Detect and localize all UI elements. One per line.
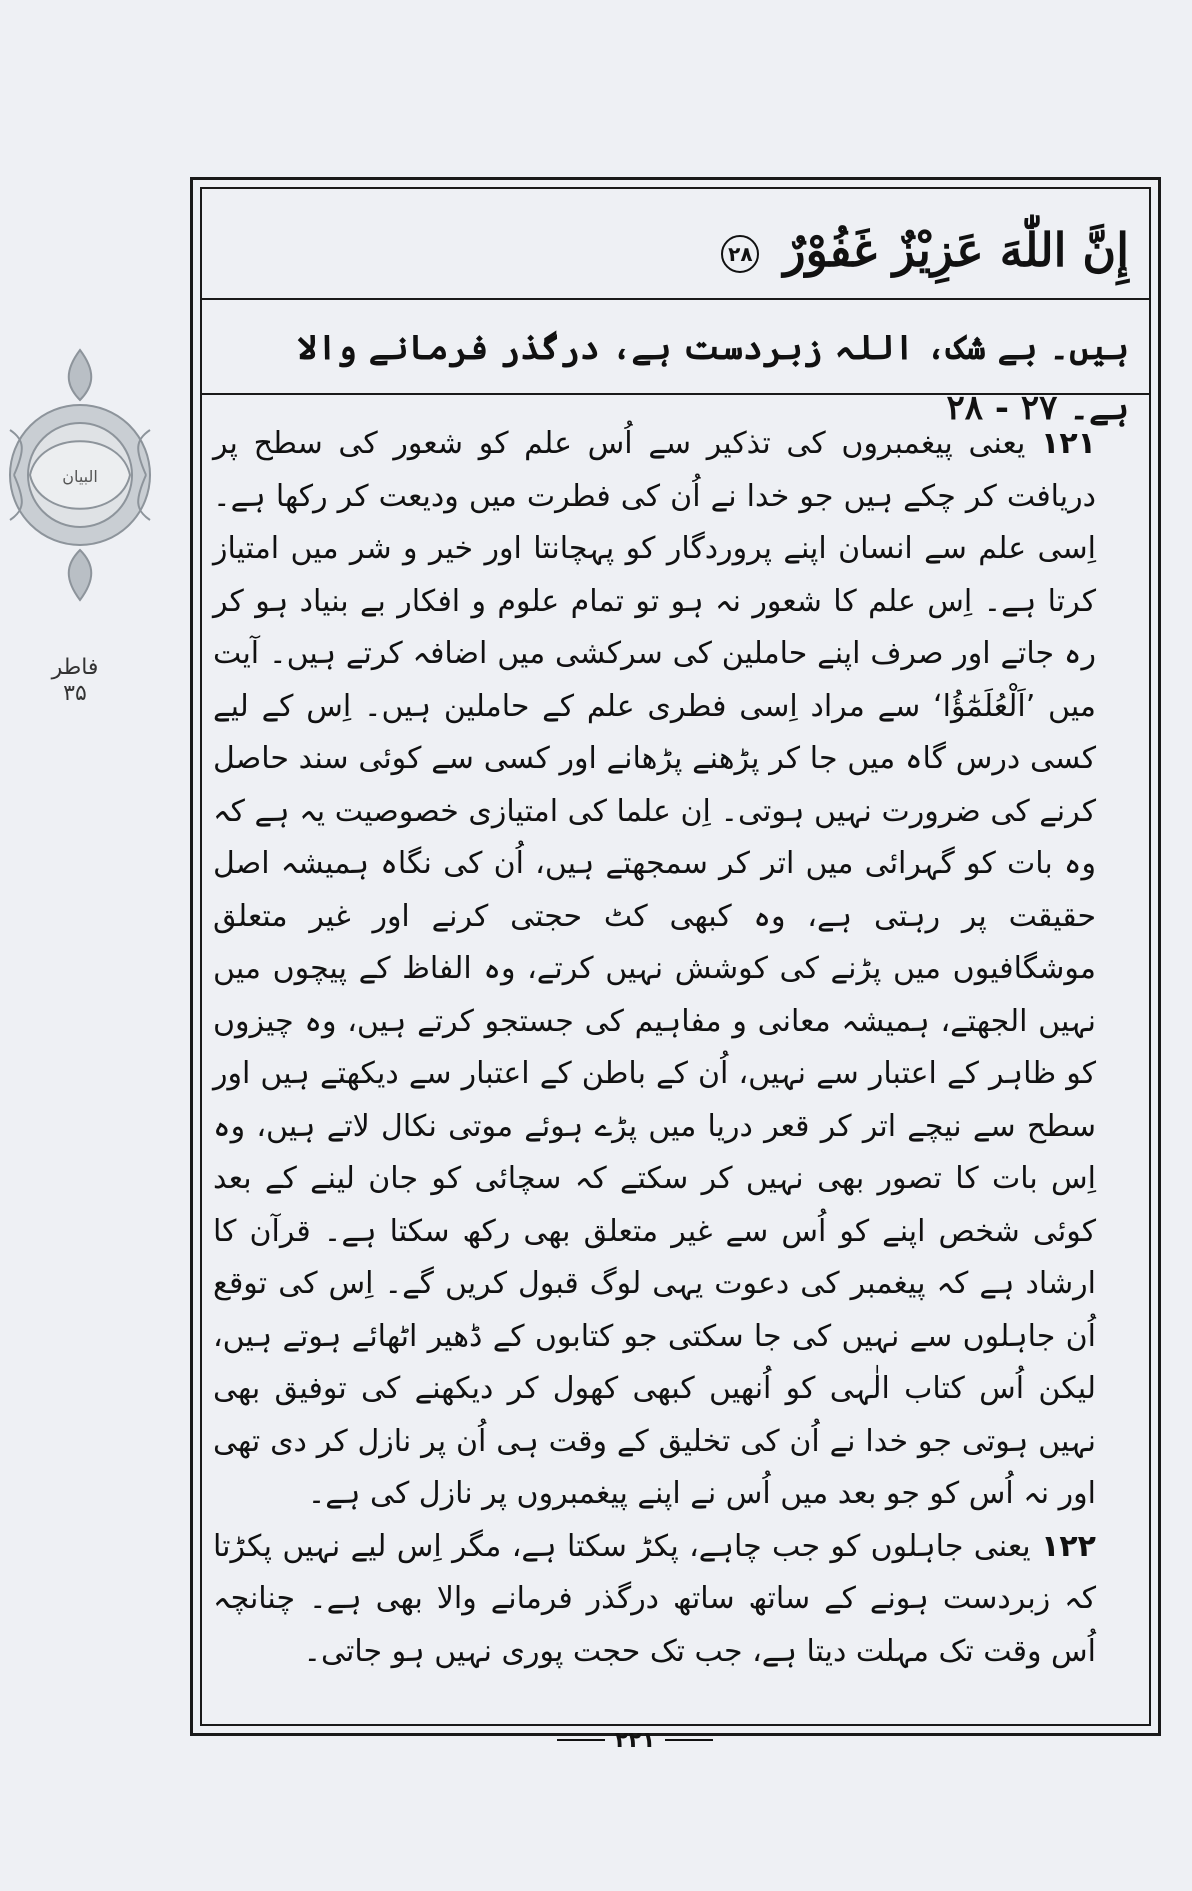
verse-number: ۲۸ [721,235,759,273]
surah-label [40,655,110,707]
page-number: ۲۲۱ [614,1727,656,1753]
surah-name: فاطر [51,655,99,680]
note-number: ۱۲۲ [1041,1528,1096,1564]
footer-dash-left [557,1739,605,1741]
page-footer [550,1725,720,1755]
divider-top [200,298,1151,300]
sidebar-logo-text: البیان [62,467,98,486]
divider-bottom [200,393,1151,395]
surah-number: ۳۵ [63,681,87,706]
translation: ہیں۔ بے شک، اللہ زبردست ہے، درگذر فرمانے والا ہے۔ ۲۷ - ۲۸ [297,328,1129,428]
footer-dash-right [665,1739,713,1741]
notes-section [213,418,1096,1678]
note-number: ۱۲۱ [1041,426,1096,461]
verse-text: إِنَّ اللّٰهَ عَزِيْزٌ غَفُوْرٌ [783,223,1129,277]
note-text: یعنی جاہلوں کو جب چاہے، پکڑ سکتا ہے، مگر اِس لیے نہیں پکڑتا کہ زبردست ہونے کے ساتھ ساتھ درگذر فرمانے والا بھی ہے۔ چنانچہ اُس وقت تک مہلت دیتا ہے، جب تک حجت پوری نہیں ہو جاتی۔ [213,1528,1096,1669]
verse-arabic [529,215,1129,285]
sidebar-ornament [0,340,160,610]
note-text: یعنی پیغمبروں کی تذکیر سے اُس علم کو شعور کی سطح پر دریافت کر چکے ہیں جو خدا نے اُن کی فطرت میں ودیعت کر رکھا ہے۔ اِسی علم سے انسان اپنے پروردگار کو پہچانتا اور خیر و شر میں امتیاز کرتا ہے۔ اِس علم کا شعور نہ ہو تو تمام علوم و افکار بے بنیاد ہو کر رہ جاتے اور صرف اپنے حاملین کی سرکشی میں اضافہ کرتے ہیں۔ آیت میں ’اَلْعُلَمٰٓؤُا‘ سے مراد اِسی فطری علم کے حاملین ہیں۔ اِس کے لیے کسی درس گاہ میں جا کر پڑھنے پڑھانے اور کسی سے کوئی سند حاصل کرنے کی ضرورت نہیں ہوتی۔ اِن علما کی امتیازی خصوصیت یہ ہے کہ وہ بات کو گہرائی میں اتر کر سمجھتے ہیں، اُن کی نگاہ ہمیشہ اصل حقیقت پر رہتی ہے، وہ کبھی کٹ حجتی کرنے اور غیر متعلق موشگافیوں میں پڑنے کی کوشش نہیں کرتے، وہ الفاظ کے پیچوں میں نہیں الجھتے، ہمیشہ معانی و مفاہیم کی جستجو کرتے ہیں، وہ چیزوں کو ظاہر کے اعتبار سے نہیں، اُن کے باطن کے اعتبار سے دیکھتے ہیں اور سطح سے نیچے اتر کر قعر دریا میں پڑے ہوئے موتی نکال لاتے ہیں، وہ اِس بات کا تصور بھی نہیں کر سکتے کہ سچائی کو جان لینے کے بعد کوئی شخص اپنے کو اُس سے غیر متعلق بھی رکھ سکتا ہے۔ قرآن کا ارشاد ہے کہ پیغمبر کی دعوت یہی لوگ قبول کریں گے۔ اِس کی توقع اُن جاہلوں سے نہیں کی جا سکتی جو کتابوں کے ڈھیر اٹھائے ہوتے ہیں، لیکن اُس کتاب الٰہی کو اُنھیں کبھی کھول کر دیکھنے کی توفیق بھی نہیں ہوتی جو خدا نے اُن کی تخلیق کے وقت ہی اُن پر نازل کر دی تھی اور نہ اُس کو جو بعد میں اُس نے اپنے پیغمبروں پر نازل کی ہے۔ [213,426,1096,1511]
note-121 [213,418,1096,1521]
note-122 [213,1521,1096,1679]
